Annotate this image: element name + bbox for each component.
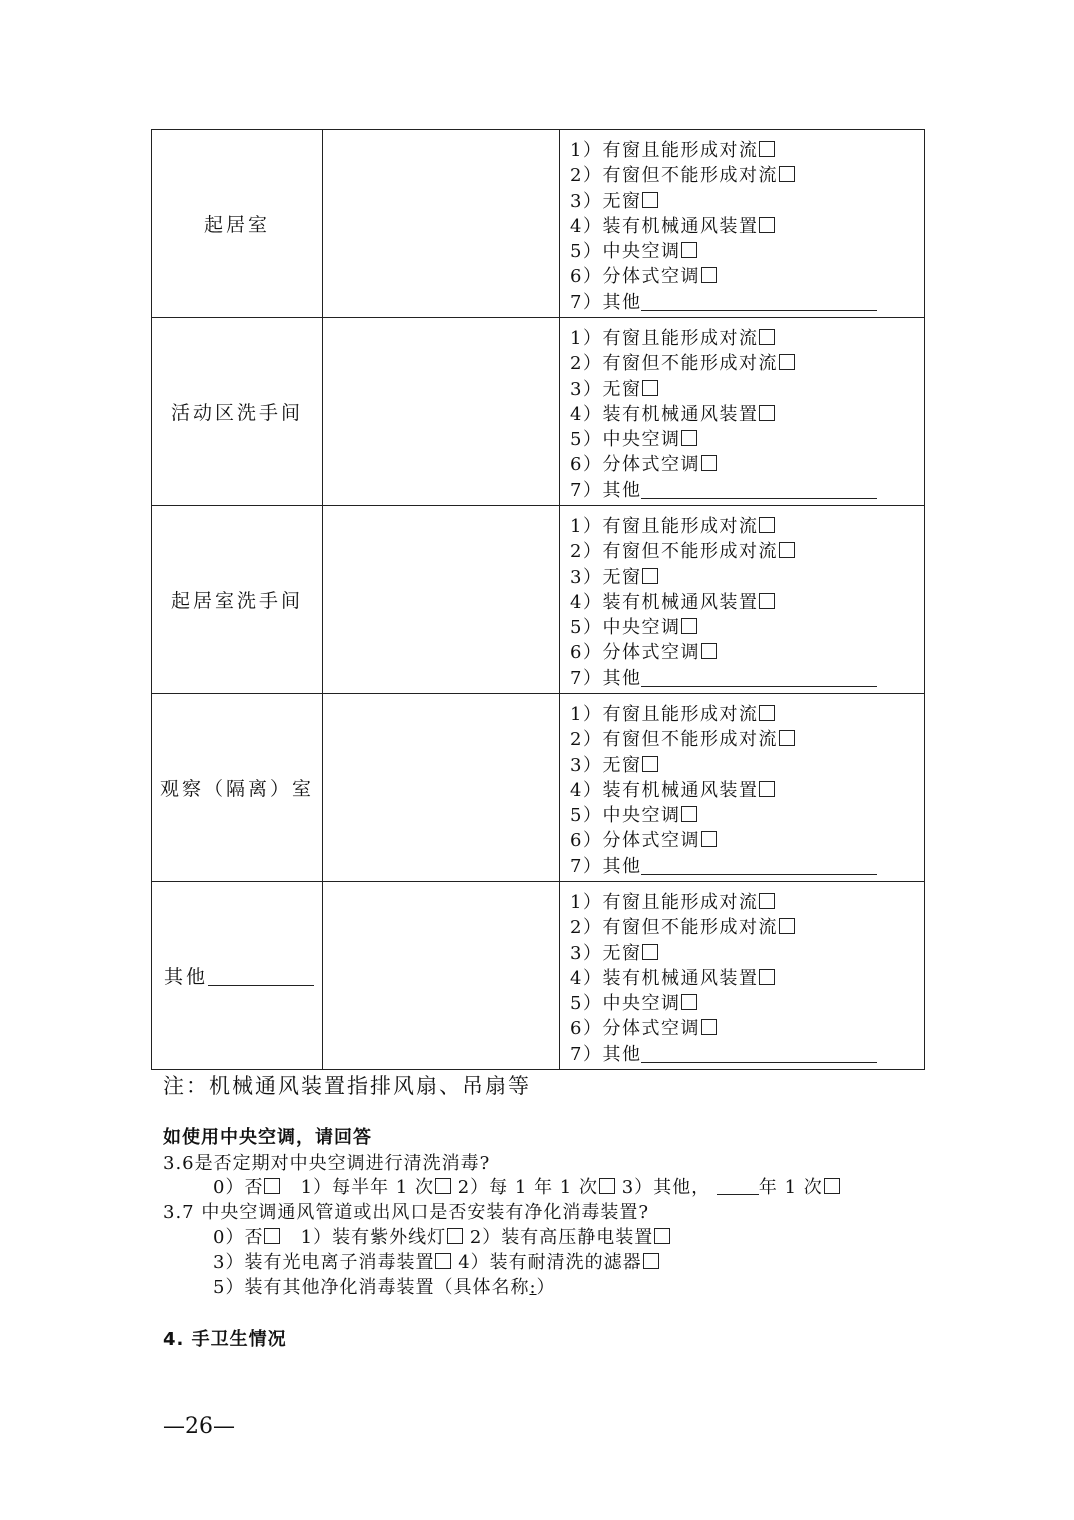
option-item [570, 702, 924, 727]
checkbox[interactable] [759, 781, 775, 797]
option-item [570, 189, 924, 214]
page-number: —26— [163, 1414, 235, 1439]
checkbox[interactable] [779, 354, 795, 370]
option-item [570, 615, 924, 640]
option-label: 7）其他 [570, 291, 642, 313]
checkbox[interactable] [681, 242, 697, 258]
option-list [570, 696, 924, 879]
option-label: 2）有窗但不能形成对流 [570, 165, 778, 187]
option-label: 1）有窗且能形成对流 [570, 327, 759, 349]
room-label: 起居室 [203, 214, 270, 236]
checkbox[interactable] [681, 994, 697, 1010]
room-label: 观察（隔离）室 [159, 778, 314, 800]
option-item [570, 351, 924, 376]
room-cell [152, 130, 323, 318]
checkbox[interactable] [701, 1019, 717, 1035]
option-label: 5）中央空调 [570, 805, 681, 827]
option-label: 2）有窗但不能形成对流 [570, 729, 778, 751]
table-row [152, 130, 925, 318]
option-label: 6）分体式空调 [570, 266, 700, 288]
checkbox[interactable] [779, 730, 795, 746]
option-item [570, 478, 924, 503]
option-item [570, 590, 924, 615]
option-label: 3）无窗 [570, 566, 642, 588]
option-item [570, 991, 924, 1016]
option-item [570, 214, 924, 239]
option-label: 3）无窗 [570, 942, 642, 964]
question-3-6: 3.6是否定期对中央空调进行清洗消毒? [163, 1153, 491, 1174]
question-3-7-answers-line3: 5）装有其他净化消毒装置（具体名称:） [213, 1277, 556, 1298]
answer-cell[interactable] [323, 130, 560, 318]
options-cell [560, 318, 925, 506]
fill-blank[interactable] [717, 1178, 759, 1195]
room-label: 起居室洗手间 [170, 590, 303, 612]
answer-cell[interactable] [323, 506, 560, 694]
checkbox[interactable] [701, 267, 717, 283]
room-label-wrap [152, 962, 322, 989]
ventilation-table [151, 129, 925, 1070]
option-item [570, 915, 924, 940]
option-label: 1）有窗且能形成对流 [570, 703, 759, 725]
option-item [570, 727, 924, 752]
room-cell [152, 318, 323, 506]
checkbox[interactable] [643, 1253, 659, 1269]
option-item [570, 565, 924, 590]
option-list [570, 508, 924, 691]
option-item [570, 966, 924, 991]
option-label: 4）装有机械通风装置 [570, 403, 759, 425]
checkbox[interactable] [759, 517, 775, 533]
option-item [570, 1042, 924, 1067]
checkbox[interactable] [642, 568, 658, 584]
option-label: 7）其他 [570, 479, 642, 501]
option-item [570, 539, 924, 564]
fill-blank[interactable] [208, 967, 314, 986]
options-cell [560, 694, 925, 882]
checkbox[interactable] [435, 1178, 451, 1194]
fill-blank[interactable] [641, 480, 877, 499]
option-item [570, 163, 924, 188]
table-row [152, 318, 925, 506]
option-item [570, 427, 924, 452]
option-label: 4）装有机械通风装置 [570, 779, 759, 801]
room-cell [152, 882, 323, 1070]
checkbox[interactable] [701, 643, 717, 659]
checkbox[interactable] [779, 918, 795, 934]
checkbox[interactable] [642, 944, 658, 960]
checkbox[interactable] [681, 618, 697, 634]
checkbox[interactable] [759, 593, 775, 609]
option-label: 6）分体式空调 [570, 830, 700, 852]
room-cell [152, 694, 323, 882]
checkbox[interactable] [759, 969, 775, 985]
checkbox[interactable] [701, 455, 717, 471]
option-item [570, 264, 924, 289]
option-item [570, 778, 924, 803]
option-list [570, 320, 924, 503]
checkbox[interactable] [779, 166, 795, 182]
option-list [570, 884, 924, 1067]
answer-cell[interactable] [323, 318, 560, 506]
checkbox[interactable] [599, 1178, 615, 1194]
option-label: 6）分体式空调 [570, 454, 700, 476]
option-item [570, 640, 924, 665]
room-label: 活动区洗手间 [170, 402, 303, 424]
option-label: 3）无窗 [570, 754, 642, 776]
option-label: 4）装有机械通风装置 [570, 591, 759, 613]
option-label: 5）中央空调 [570, 241, 681, 263]
answer-cell[interactable] [323, 882, 560, 1070]
option-label: 7）其他 [570, 667, 642, 689]
option-item [570, 452, 924, 477]
option-item [570, 666, 924, 691]
checkbox[interactable] [264, 1178, 280, 1194]
options-cell [560, 130, 925, 318]
answer-cell[interactable] [323, 694, 560, 882]
checkbox[interactable] [779, 542, 795, 558]
option-item [570, 377, 924, 402]
section-4-heading: 4. 手卫生情况 [163, 1329, 287, 1350]
option-label: 3）无窗 [570, 378, 642, 400]
option-label: 3）无窗 [570, 190, 642, 212]
option-item [570, 326, 924, 351]
fill-blank[interactable] [641, 856, 877, 875]
checkbox[interactable] [824, 1178, 840, 1194]
checkbox[interactable] [654, 1228, 670, 1244]
option-item [570, 1016, 924, 1041]
fill-blank[interactable] [641, 668, 877, 687]
options-cell [560, 882, 925, 1070]
checkbox[interactable] [681, 430, 697, 446]
option-item [570, 514, 924, 539]
option-label: 1）有窗且能形成对流 [570, 515, 759, 537]
room-label: 其他 [164, 966, 209, 988]
checkbox[interactable] [642, 192, 658, 208]
checkbox[interactable] [759, 705, 775, 721]
option-item [570, 239, 924, 264]
option-item [570, 753, 924, 778]
options-cell [560, 506, 925, 694]
option-label: 1）有窗且能形成对流 [570, 891, 759, 913]
option-label: 6）分体式空调 [570, 642, 700, 664]
checkbox[interactable] [642, 380, 658, 396]
question-3-6-answers: 0）否 1）每半年 1 次 2）每 1 年 1 次 3）其他， 年 1 次 [213, 1173, 840, 1199]
checkbox[interactable] [701, 831, 717, 847]
table-note: 注：机械通风装置指排风扇、吊扇等 [163, 1074, 531, 1098]
option-item [570, 890, 924, 915]
fill-blank[interactable] [641, 292, 877, 311]
table-row [152, 882, 925, 1070]
table-row [152, 694, 925, 882]
checkbox[interactable] [759, 141, 775, 157]
option-label: 2）有窗但不能形成对流 [570, 917, 778, 939]
checkbox[interactable] [759, 329, 775, 345]
option-label: 2）有窗但不能形成对流 [570, 541, 778, 563]
fill-blank[interactable] [641, 1044, 877, 1063]
option-item [570, 803, 924, 828]
checkbox[interactable] [264, 1228, 280, 1244]
option-label: 5）中央空调 [570, 429, 681, 451]
ac-heading: 如使用中央空调，请回答 [163, 1127, 372, 1148]
checkbox[interactable] [435, 1253, 451, 1269]
option-label: 4）装有机械通风装置 [570, 215, 759, 237]
option-label: 7）其他 [570, 1043, 642, 1065]
checkbox[interactable] [447, 1228, 463, 1244]
option-label: 1）有窗且能形成对流 [570, 139, 759, 161]
option-item [570, 854, 924, 879]
option-item [570, 941, 924, 966]
question-3-7-answers-line2: 3）装有光电离子消毒装置 4）装有耐清洗的滤器 [213, 1248, 659, 1274]
option-item [570, 138, 924, 163]
option-label: 6）分体式空调 [570, 1018, 700, 1040]
option-list [570, 132, 924, 315]
checkbox[interactable] [759, 405, 775, 421]
option-label: 5）中央空调 [570, 617, 681, 639]
checkbox[interactable] [759, 893, 775, 909]
option-item [570, 290, 924, 315]
option-label: 7）其他 [570, 855, 642, 877]
option-label: 2）有窗但不能形成对流 [570, 353, 778, 375]
checkbox[interactable] [759, 217, 775, 233]
checkbox[interactable] [681, 806, 697, 822]
checkbox[interactable] [642, 756, 658, 772]
option-item [570, 828, 924, 853]
option-item [570, 402, 924, 427]
room-cell [152, 506, 323, 694]
table-row [152, 506, 925, 694]
option-label: 4）装有机械通风装置 [570, 967, 759, 989]
question-3-7: 3.7 中央空调通风管道或出风口是否安装有净化消毒装置? [163, 1202, 649, 1223]
question-3-7-answers-line1: 0）否 1）装有紫外线灯 2）装有高压静电装置 [213, 1223, 670, 1249]
option-label: 5）中央空调 [570, 993, 681, 1015]
